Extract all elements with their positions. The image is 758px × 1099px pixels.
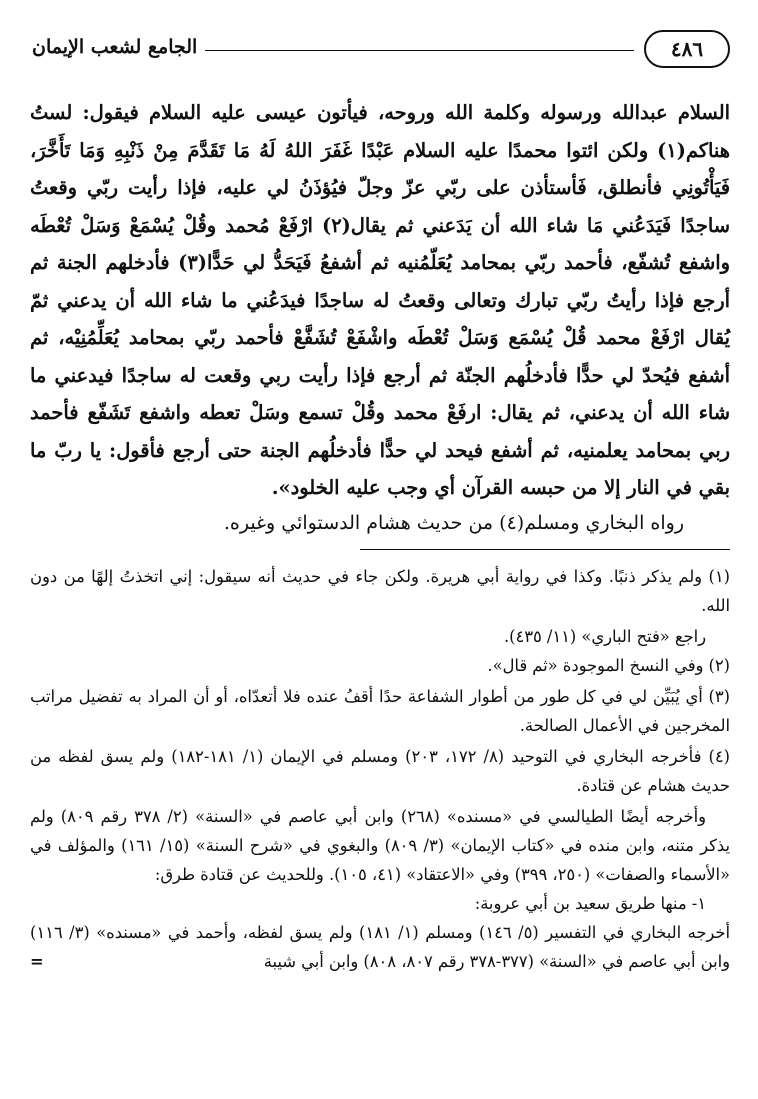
book-page xyxy=(30,22,730,1082)
book-title: الجامع لشعب الإيمان xyxy=(32,36,198,58)
page-number: ٤٨٦ xyxy=(644,30,730,68)
footnote-4-paragraph-3: ١- منها طريق سعيد بن أبي عروبة: xyxy=(474,893,706,913)
footnote-1: (١) ولم يذكر ذنبًا. وكذا في رواية أبي هريرة. ولكن جاء في حديث أنه سيقول: إني اتخذتُ إلهًا من دون الله. xyxy=(30,566,730,615)
footnotes xyxy=(30,562,730,976)
footnote-1-reference: راجع «فتح الباري» (١١/ ٤٣٥). xyxy=(503,626,706,646)
footnote-4-paragraph-4 xyxy=(30,918,730,976)
hadith-source: رواه البخاري ومسلم(٤) من حديث هشام الدستوائي وغيره. xyxy=(223,511,684,534)
footnote-4-paragraph-4-text: أخرجه البخاري في التفسير (٥/ ١٤٦) ومسلم (١/ ١٨١) ولم يسق لفظه، وأحمد في «مسنده» (٣/ ١١٦) وابن أبي عاصم في «السنة» (٣٧٧-٣٧٨ رقم ٨٠٧، ٨٠٨) وابن أبي شيبة xyxy=(30,922,730,971)
footnote-divider xyxy=(360,549,730,550)
footnote-2: (٢) وفي النسخ الموجودة «ثم قال». xyxy=(487,655,730,675)
header-rule xyxy=(205,50,634,51)
page-header xyxy=(30,22,730,74)
hadith-text: السلام عبدالله ورسوله وكلمة الله وروحه، فيأتون عيسى عليه السلام فيقول: لستُ هناكم(١) ولكن ائتوا محمدًا عليه السلام عَبْدًا غَفَرَ اللهُ لَهُ مَا تَقَدَّمَ مِنْ ذَنْبِهِ وَمَا تَأَخَّرَ، فَيَأْتُونِي فأنطلق، فَأستأذن على ربّي عزّ وجلّ فيُؤذَنُ لي عليه، فإذا رأيت ربّي وقعتُ ساجدًا فَيَدَعُني مَا شاء الله أن يَدَعني ثم يقال(٢) ارْفَعْ مُحمد وقُلْ يُسْمَعْ وَسَلْ تُعْطَه واشفع تُشفّع، فأحمد ربّي بمحامد يُعَلّمُنيه ثم أشفعُ فَيَحَدُّ لي حَدًّا(٣) فأدخلهم الجنة ثم أرجع فإذا رأيتُ ربّي تبارك وتعالى وقعتُ له ساجدًا فيدَعُني ما شاء الله أن يدعني ثمّ يُقال ارْفَعْ محمد قُلْ يُسْمَع وَسَلْ تُعْطَه واشْفَعْ تُشَفَّعْ فأحمد ربّي بمحامد يُعَلِّمُنِيْه، ثم أشفع فيُحدّ لي حدًّا فأدخلُهم الجنّة ثم أرجع فإذا رأيت ربي وقعت له ساجدًا فيدعني ما شاء الله أن يدعني، ثم يقال: ارفَعْ محمد وقُلْ تسمع وسَلْ تعطه واشفع تَشَفّع فأحمد ربي بمحامد يعلمنيه، ثم أشفع فيحد لي حدًّا فأدخلُهم الجنة حتى أرجع فأقول: يا ربّ ما بقي في النار إلا من حبسه القرآن أي وجب عليه الخلود». xyxy=(30,101,730,499)
main-text xyxy=(30,94,730,539)
footnote-4: (٤) فأخرجه البخاري في التوحيد (٨/ ١٧٢، ٢٠٣) ومسلم في الإيمان (١/ ١٨١-١٨٢) ولم يسق لفظه من حديث هشام عن قتادة. xyxy=(30,746,730,795)
footnote-4-paragraph-2: وأخرجه أيضًا الطيالسي في «مسنده» (٢٦٨) وابن أبي عاصم في «السنة» (٢/ ٣٧٨ رقم ٨٠٩) ولم يذكر متنه، وابن منده في «كتاب الإيمان» (٣/ ٨٠٩) والبغوي في «شرح السنة» (١٥/ ١٦١) والمؤلف في «الأسماء والصفات» (٢٥٠، ٣٩٩) وفي «الاعتقاد» (٤١، ١٠٥). وللحديث عن قتادة طرق: xyxy=(30,806,730,884)
continuation-mark: = xyxy=(30,951,44,971)
footnote-3: (٣) أي يُبَيِّن لي في كل طور من أطوار الشفاعة حدًا أقفُ عنده فلا أتعدّاه، أو أن المراد به تفضيل مراتب المخرجين في الأعمال الصالحة. xyxy=(30,686,730,735)
